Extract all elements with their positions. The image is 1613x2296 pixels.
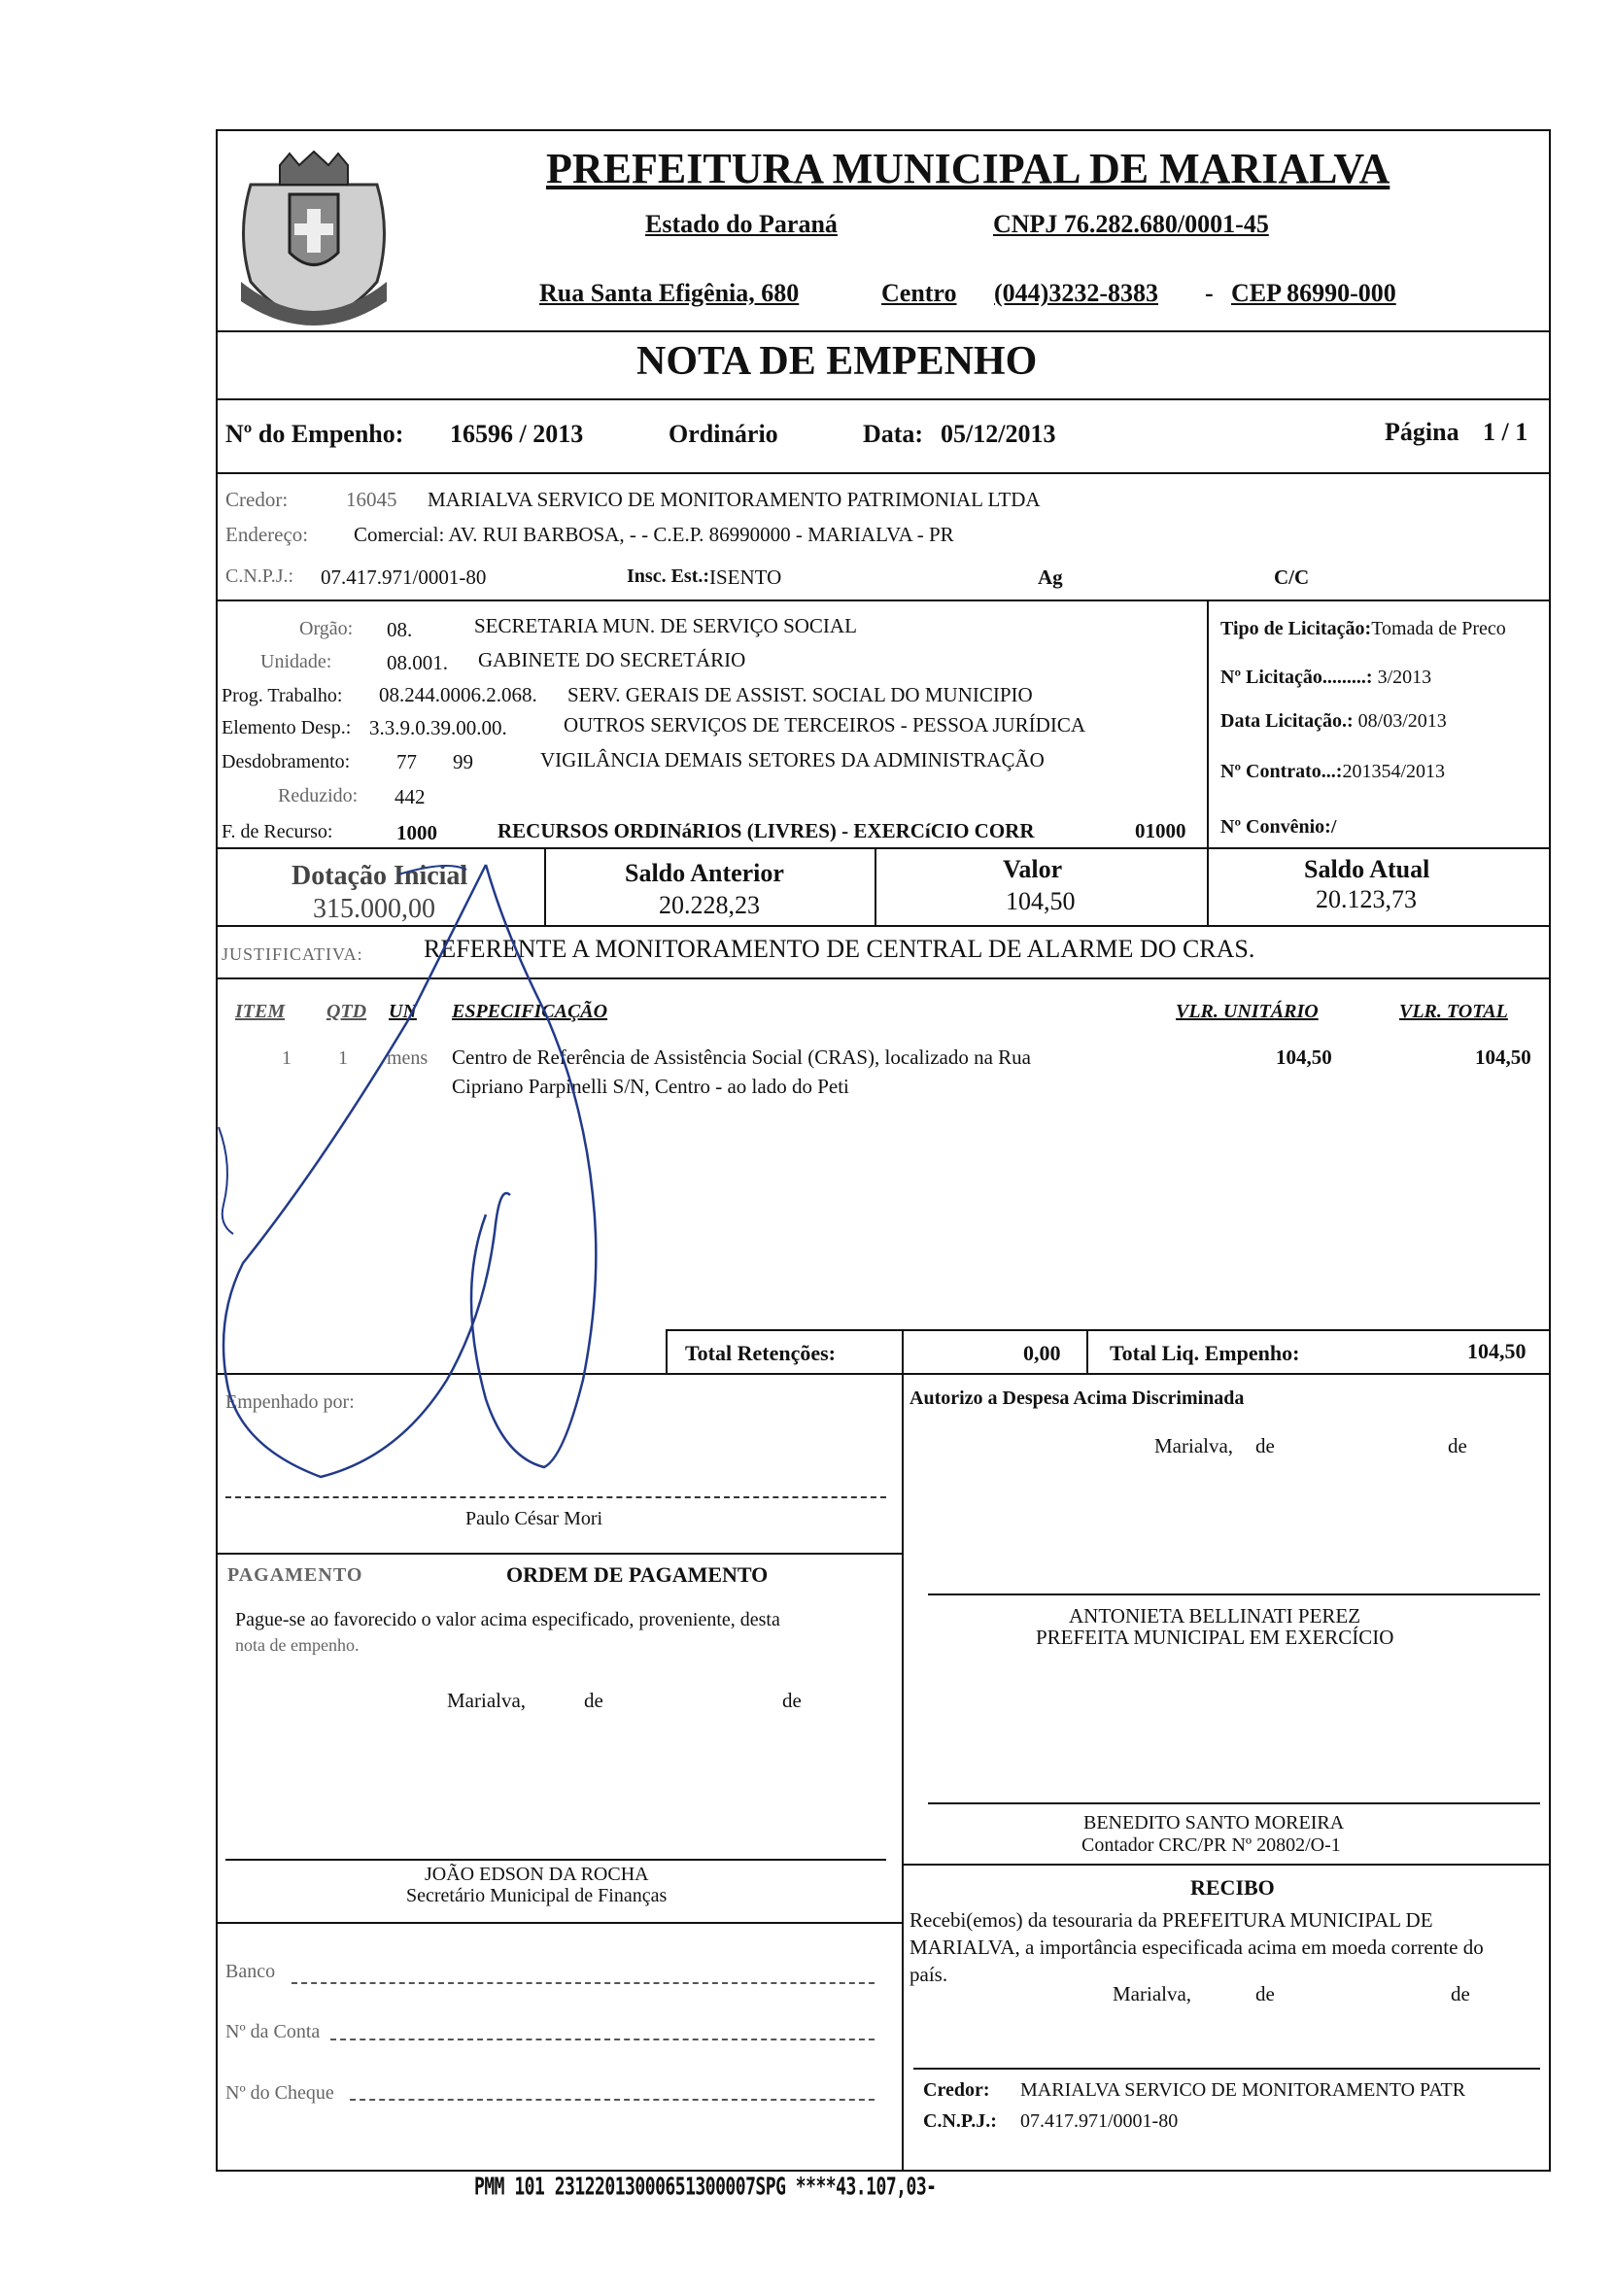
licitacao-type-value: Tomada de Preco: [1371, 618, 1506, 639]
secretary-signature-line: [225, 1859, 886, 1861]
divider-saldo-3: [1207, 847, 1209, 925]
credor-address-label: Endereço:: [225, 523, 309, 546]
saldo-anterior-value: 20.228,23: [659, 891, 760, 919]
header-title: [546, 144, 1390, 193]
unidade-label: Unidade:: [260, 651, 332, 672]
divider-totals-b: [902, 1329, 904, 1373]
empenho-label: Nº do Empenho:: [225, 420, 404, 448]
divider-credor: [216, 600, 1551, 601]
recibo-text-line-2: MARIALVA, a importância especificada acima em moeda corrente do: [909, 1936, 1484, 1959]
secretary-name: JOÃO EDSON DA ROCHA: [425, 1864, 649, 1885]
retencoes-label: Total Retenções:: [685, 1341, 836, 1365]
recibo-cnpj-label: C.N.P.J.:: [923, 2110, 997, 2132]
items-header-espec: ESPECIFICAÇÃO: [452, 1001, 608, 1022]
banco-field[interactable]: [292, 1982, 875, 1984]
orgao-code: 08.: [387, 618, 413, 641]
valor-value: 104,50: [1006, 887, 1076, 915]
frame-left: [216, 129, 218, 2172]
dotacao-label: Dotação Inicial: [292, 861, 468, 891]
prog-trabalho-name: SERV. GERAIS DE ASSIST. SOCIAL DO MUNICIPIO: [567, 683, 1033, 706]
header-separator: -: [1205, 279, 1214, 307]
credor-label: Credor:: [225, 488, 289, 511]
orgao-label: Orgão:: [299, 618, 354, 639]
divider-saldo-1: [544, 847, 546, 925]
account-label: C/C: [1274, 565, 1310, 589]
desdobramento-name: VIGILÂNCIA DEMAIS SETORES DA ADMINISTRAÇÃO: [540, 748, 1045, 771]
header-phone: (044)3232-8383: [994, 279, 1158, 307]
mayor-signature-line: [928, 1593, 1540, 1595]
saldo-anterior-label: Saldo Anterior: [625, 859, 784, 887]
divider-totals: [216, 1373, 1551, 1375]
contrato-value: 201354/2013: [1342, 761, 1446, 782]
divider-banco: [216, 1922, 902, 1924]
retencoes-value: 0,00: [1023, 1341, 1061, 1365]
header-district: Centro: [881, 279, 957, 307]
cheque-field[interactable]: [350, 2099, 875, 2101]
divider-header: [216, 330, 1551, 332]
autorizo-de-1: de: [1255, 1434, 1275, 1457]
recibo-title: RECIBO: [1190, 1875, 1275, 1900]
contador-signature-line: [928, 1802, 1540, 1804]
licitacao-date-label: Data Licitação.:: [1220, 710, 1354, 732]
pagamento-place: Marialva,: [447, 1689, 527, 1712]
header-address: Rua Santa Efigênia, 680: [539, 279, 800, 307]
recibo-signature-line: [913, 2068, 1540, 2070]
frame-bottom: [216, 2170, 1551, 2172]
pagamento-de-1: de: [584, 1689, 603, 1712]
agency-label: Ag: [1038, 565, 1063, 589]
fonte-recurso-name: RECURSOS ORDINáRIOS (LIVRES) - EXERCíCIO CORR: [498, 819, 1035, 842]
empenho-number: 16596 / 2013: [450, 420, 584, 448]
empenhado-signature-line: [225, 1496, 886, 1498]
page-label: Página: [1385, 418, 1459, 446]
empenhado-name: Paulo César Mori: [465, 1508, 603, 1529]
valor-label: Valor: [1003, 855, 1063, 883]
unidade-code: 08.001.: [387, 651, 448, 674]
credor-cnpj-label: C.N.P.J.:: [225, 565, 294, 587]
licitacao-type-label: Tipo de Licitação:: [1220, 618, 1372, 639]
header-cep: CEP 86990-000: [1231, 279, 1396, 307]
contrato-label: Nº Contrato...:: [1220, 761, 1343, 782]
prog-trabalho-code: 08.244.0006.2.068.: [379, 683, 537, 706]
divider-recibo: [902, 1864, 1551, 1866]
fonte-recurso-label: F. de Recurso:: [222, 821, 333, 842]
reduzido-label: Reduzido:: [278, 785, 359, 806]
divider-totals-c: [1086, 1329, 1088, 1373]
header-state: Estado do Paraná: [645, 210, 838, 238]
insc-est-label: Insc. Est.:: [627, 565, 710, 587]
pagamento-text-line-2: nota de empenho.: [235, 1635, 360, 1655]
divider-saldos: [216, 925, 1551, 927]
saldo-atual-value: 20.123,73: [1316, 885, 1417, 913]
recibo-text-line-1: Recebi(emos) da tesouraria da PREFEITURA MUNICIPAL DE: [909, 1908, 1433, 1932]
cheque-label: Nº do Cheque: [225, 2082, 334, 2104]
item-number: 1: [282, 1047, 292, 1069]
prog-trabalho-label: Prog. Trabalho:: [222, 685, 343, 706]
desdobramento-label: Desdobramento:: [222, 751, 351, 772]
empenho-date-label: Data:: [863, 420, 924, 448]
divider-justificativa: [216, 977, 1551, 979]
credor-address: Comercial: AV. RUI BARBOSA, - - C.E.P. 86990000 - MARIALVA - PR: [354, 523, 954, 546]
licitacao-number-label: Nº Licitação.........:: [1220, 667, 1373, 688]
divider-budget: [216, 847, 1551, 849]
empenhado-label: Empenhado por:: [225, 1391, 355, 1413]
elemento-name: OUTROS SERVIÇOS DE TERCEIROS - PESSOA JURÍDICA: [564, 713, 1086, 737]
page-number: 1 / 1: [1483, 418, 1528, 446]
fonte-recurso-number: 01000: [1135, 819, 1186, 842]
conta-label: Nº da Conta: [225, 2021, 321, 2042]
items-header-qtd: QTD: [326, 1001, 367, 1022]
header-title-text: PREFEITURA MUNICIPAL DE MARIALVA: [546, 145, 1390, 192]
frame-top: [216, 129, 1551, 131]
pagamento-text-line-1: Pague-se ao favorecido o valor acima especificado, proveniente, desta: [235, 1609, 780, 1630]
divider-bottom-center: [902, 1373, 904, 2170]
credor-name: MARIALVA SERVICO DE MONITORAMENTO PATRIMONIAL LTDA: [428, 488, 1041, 511]
elemento-code: 3.3.9.0.39.00.00.: [369, 716, 507, 739]
empenho-date: 05/12/2013: [941, 420, 1056, 448]
contador-name: BENEDITO SANTO MOREIRA: [1083, 1812, 1345, 1833]
insc-est-value: ISENTO: [709, 565, 782, 589]
pagamento-de-2: de: [782, 1689, 802, 1712]
item-specification-line-2: Cipriano Parpinelli S/N, Centro - ao lado do Peti: [452, 1075, 849, 1098]
convenio-label: Nº Convênio:/: [1220, 816, 1337, 838]
divider-totals-top: [666, 1329, 1551, 1331]
contrato-number: [1220, 761, 1445, 783]
licitacao-number-value: 3/2013: [1377, 667, 1432, 688]
municipal-crest-logo: [222, 146, 406, 340]
conta-field[interactable]: [330, 2039, 875, 2040]
recibo-credor-label: Credor:: [923, 2079, 990, 2101]
items-header-total: VLR. TOTAL: [1399, 1001, 1508, 1022]
desdobramento-number: 99: [453, 750, 473, 773]
item-unit: mens: [387, 1047, 429, 1069]
divider-title: [216, 398, 1551, 400]
header-cnpj: CNPJ 76.282.680/0001-45: [993, 210, 1269, 238]
items-header-item: ITEM: [235, 1001, 286, 1022]
item-unit-value: 104,50: [1276, 1045, 1332, 1069]
item-total-value: 104,50: [1475, 1045, 1531, 1069]
total-liquido-value: 104,50: [1467, 1339, 1527, 1363]
recibo-cnpj-value: 07.417.971/0001-80: [1020, 2110, 1179, 2132]
divider-saldo-2: [875, 847, 876, 925]
item-specification-line-1: Centro de Referência de Assistência Social (CRAS), localizado na Rua: [452, 1045, 1031, 1069]
unidade-name: GABINETE DO SECRETÁRIO: [478, 648, 746, 671]
licitacao-date: [1220, 710, 1447, 733]
saldo-atual-label: Saldo Atual: [1304, 855, 1430, 883]
ordem-pagamento-title: ORDEM DE PAGAMENTO: [506, 1562, 769, 1587]
credor-cnpj: 07.417.971/0001-80: [321, 565, 487, 589]
credor-code: 16045: [346, 488, 397, 511]
recibo-place: Marialva,: [1113, 1982, 1192, 2005]
justificativa-label: JUSTIFICATIVA:: [222, 944, 363, 964]
divider-licitacao: [1207, 600, 1209, 847]
items-header-unit: VLR. UNITÁRIO: [1176, 1001, 1319, 1022]
items-header-un: UN: [389, 1001, 417, 1022]
total-liquido-label: Total Liq. Empenho:: [1110, 1341, 1300, 1365]
autorizo-de-2: de: [1448, 1434, 1467, 1457]
recibo-text-line-3: país.: [909, 1963, 948, 1986]
divider-totals-a: [666, 1329, 668, 1373]
divider-empenho: [216, 472, 1551, 474]
dotacao-value: 315.000,00: [313, 894, 435, 924]
orgao-name: SECRETARIA MUN. DE SERVIÇO SOCIAL: [474, 614, 857, 637]
autorizo-place: Marialva,: [1154, 1434, 1234, 1457]
empenho-type: Ordinário: [669, 420, 778, 448]
licitacao-date-value: 08/03/2013: [1357, 710, 1447, 732]
document-title: NOTA DE EMPENHO: [636, 339, 1038, 384]
pagamento-label: PAGAMENTO: [227, 1564, 363, 1586]
licitacao-number: [1220, 667, 1431, 689]
secretary-title: Secretário Municipal de Finanças: [406, 1885, 668, 1906]
desdobramento-code: 77: [396, 750, 417, 773]
contador-title: Contador CRC/PR Nº 20802/O-1: [1081, 1834, 1341, 1856]
autorizo-label: Autorizo a Despesa Acima Discriminada: [909, 1388, 1245, 1409]
item-quantity: 1: [338, 1047, 348, 1069]
elemento-label: Elemento Desp.:: [222, 717, 352, 738]
banco-label: Banco: [225, 1961, 276, 1982]
recibo-de-1: de: [1255, 1982, 1275, 2005]
divider-pagamento: [216, 1553, 902, 1555]
justificativa-text: REFERENTE A MONITORAMENTO DE CENTRAL DE ALARME DO CRAS.: [424, 935, 1255, 963]
mayor-name: ANTONIETA BELLINATI PEREZ: [1069, 1604, 1361, 1628]
authentication-stamp: PMM 101 23122013000651300007SPG ****43.107,03-: [474, 2173, 937, 2202]
mayor-title: PREFEITA MUNICIPAL EM EXERCÍCIO: [1036, 1626, 1394, 1649]
recibo-credor-name: MARIALVA SERVICO DE MONITORAMENTO PATR: [1020, 2079, 1466, 2101]
recibo-de-2: de: [1451, 1982, 1470, 2005]
fonte-recurso-code: 1000: [396, 821, 437, 844]
licitacao-type: [1220, 618, 1506, 640]
reduzido-value: 442: [395, 785, 426, 808]
